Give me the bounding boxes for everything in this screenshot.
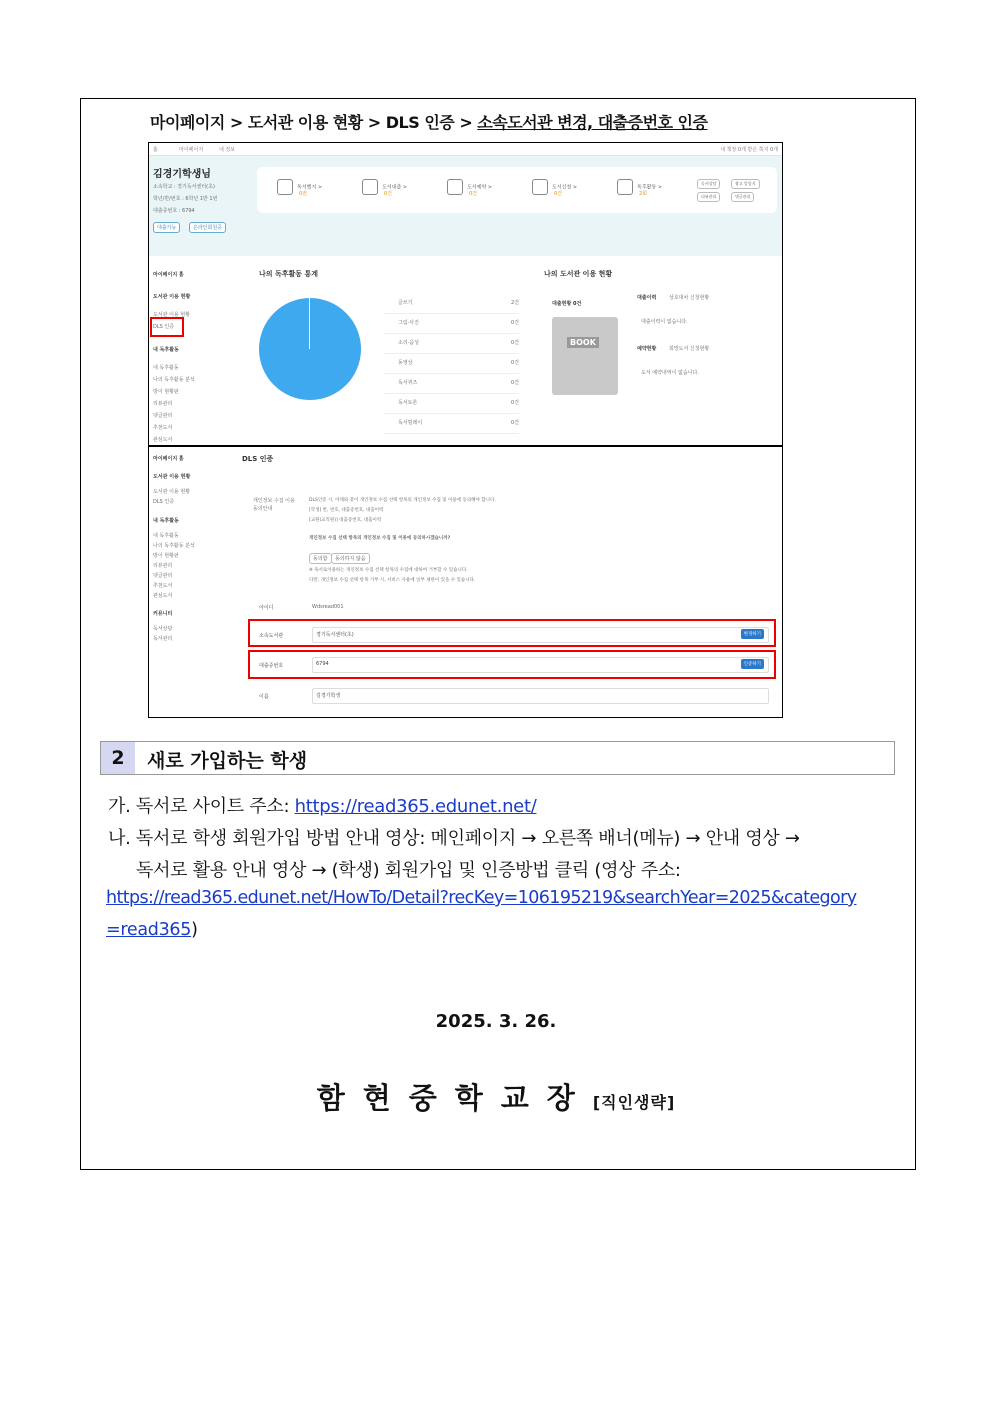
- reserve-none: 도서 예약내역이 없습니다.: [641, 370, 699, 376]
- quick-notice-button[interactable]: 광고 알림지: [731, 179, 760, 189]
- signature: [0, 1076, 992, 1117]
- lower-sidebar-item-dls[interactable]: DLS 인증: [153, 499, 175, 505]
- activity-row: 독서토론 0건: [384, 393, 519, 414]
- lower-sidebar-item[interactable]: 독서상담: [153, 626, 173, 632]
- highlight-dls-menu: [150, 317, 184, 337]
- field-library: 소속도서관 경기독서센터(초) 변경하기: [247, 623, 777, 647]
- item-ga: [108, 792, 536, 818]
- crumb-sep: >: [367, 113, 381, 132]
- highlight-card-row: [248, 650, 776, 679]
- crumb-mypage: 마이페이지: [150, 113, 225, 132]
- video-link-cont[interactable]: =read365: [106, 920, 192, 940]
- field-card-number: 대출증번호 6794 인증하기: [247, 653, 777, 677]
- consent-line: [학생] 반, 번호, 대출증번호, 대출이력: [309, 508, 384, 513]
- crumb-dls: DLS 인증: [385, 113, 455, 132]
- section-title: 새로 가입하는 학생: [147, 750, 308, 772]
- field-id: 아이디 Wdsread001: [259, 604, 344, 611]
- sidebar-home[interactable]: 마이페이지 홈: [153, 272, 184, 278]
- sidebar-item[interactable]: 관심도서: [153, 437, 173, 443]
- field-name: 이름 김경기학생: [247, 684, 777, 708]
- consent-line: [교원(교직원)] 대출증번호, 대출이력: [309, 518, 382, 523]
- stat-request[interactable]: 도서신청 > 0건: [532, 179, 577, 197]
- lower-sidebar-section-library[interactable]: 도서관 이용 현황: [153, 474, 191, 480]
- mypage-link[interactable]: 마이페이지: [179, 147, 204, 153]
- lower-sidebar-item[interactable]: 리뷰관리: [153, 563, 173, 569]
- clock-icon: [447, 179, 463, 195]
- lower-sidebar-item[interactable]: 관심도서: [153, 593, 173, 599]
- lower-sidebar-item[interactable]: 댓글관리: [153, 573, 173, 579]
- activity-pie-chart: [259, 298, 361, 400]
- consent-disagree-option[interactable]: 동의하지 않음: [331, 553, 370, 564]
- quick-review-button[interactable]: 리뷰관리: [697, 192, 720, 202]
- section-2-heading: [100, 741, 895, 775]
- video-link[interactable]: https://read365.edunet.net/HowTo/Detail?recKey=106195219&searchYear=2025&category: [106, 888, 857, 908]
- consent-agree-option[interactable]: 동의함: [309, 553, 332, 564]
- quick-comment-button[interactable]: 댓글관리: [731, 192, 754, 202]
- loan-history-tab[interactable]: 대출이력: [637, 295, 657, 301]
- close-paren: ): [191, 920, 198, 940]
- home-link[interactable]: 홈: [153, 147, 158, 153]
- principal-name: 함현중학교장: [316, 1081, 593, 1115]
- consent-note: 다만, 개인정보 수집 선택 항목 거부 시, 서비스 사용에 일부 제한이 있을 수 있습니다.: [309, 578, 476, 583]
- lower-sidebar-item[interactable]: 내 독후활동: [153, 533, 179, 539]
- consent-line: DLS인증 시, 아래와 같이 개인정보 수집 선택 항목의 개인정보 수집 및 이용에 동의해야 합니다.: [309, 498, 496, 503]
- loan-none: 대출이력이 없습니다.: [641, 319, 688, 325]
- breadcrumb: [150, 110, 707, 133]
- seal-omitted-note: [직인생략]: [592, 1093, 676, 1112]
- stat-loan[interactable]: 도서대출 > 0건: [362, 179, 407, 197]
- sidebar-item-dls[interactable]: DLS 인증: [153, 324, 175, 330]
- crumb-library-status: 도서관 이용 현황: [247, 113, 363, 132]
- sidebar-item[interactable]: 나의 독후활동 분석: [153, 377, 195, 383]
- mypage-screenshot: [148, 142, 783, 718]
- consent-note: ※ 독서로이용하는 개인정보 수집 선택 항목의 수집에 대하여 거부할 수 있습니다.: [309, 568, 468, 573]
- site-link[interactable]: https://read365.edunet.net/: [294, 796, 537, 817]
- name-input[interactable]: 김경기학생: [312, 688, 769, 704]
- loan-status: 대출현황 0건: [552, 301, 582, 307]
- sidebar-item-status[interactable]: 도서관 이용 현황: [153, 312, 190, 318]
- sidebar-item[interactable]: 리뷰관리: [153, 401, 173, 407]
- sidebar-item[interactable]: 추천도서: [153, 425, 173, 431]
- verify-card-button[interactable]: 인증하기: [741, 659, 764, 669]
- trophy-icon: [617, 179, 633, 195]
- stat-reserve[interactable]: 도서예약 > 0건: [447, 179, 492, 197]
- video-link-line1: [106, 888, 857, 908]
- activity-stats-title: 나의 독후활동 통계: [259, 270, 318, 278]
- item-na-line2: 독서로 활용 안내 영상 → (학생) 회원가입 및 인증방법 클릭 (영상 주소:: [136, 860, 681, 881]
- loan-available-pill[interactable]: 대출가능: [153, 222, 180, 233]
- item-na-line1: 나. 독서로 학생 회원가입 방법 안내 영상: 메인페이지 → 오른쪽 배너(메뉴) → 안내 영상 →: [108, 828, 800, 849]
- loan-history-sub[interactable]: 상호대차 신청현황: [669, 295, 710, 301]
- lower-sidebar-item[interactable]: 방이 현황판: [153, 553, 179, 559]
- reserve-tab[interactable]: 예약현황: [637, 346, 657, 352]
- consent-label: 개인정보 수집 이용 동의안내: [253, 498, 295, 512]
- section-number: 2: [101, 742, 135, 774]
- stat-read[interactable]: 독서했지 > 0권: [277, 179, 322, 197]
- sidebar-section-activity[interactable]: 내 독후활동: [153, 347, 179, 353]
- lower-sidebar-item[interactable]: 도서관 이용 현황: [153, 489, 190, 495]
- sidebar-item[interactable]: 방이 현황판: [153, 389, 179, 395]
- lower-sidebar-section-community[interactable]: 커뮤니티: [153, 611, 173, 617]
- video-link-line2: [106, 920, 198, 940]
- stats-box: [257, 167, 777, 213]
- crumb-change-library: 소속도서관 변경, 대출증번호 인증: [477, 113, 708, 132]
- card-number-input[interactable]: 6794 인증하기: [312, 657, 769, 673]
- crumb-sep: >: [459, 113, 473, 132]
- user-card-number: 대출증번호 : 6794: [153, 208, 195, 214]
- consent-question: 개인정보 수집 선택 항목의 개인정보 수집 및 이용에 동의하시겠습니까?: [309, 536, 451, 541]
- activity-row: 독서퀴즈 0건: [384, 373, 519, 394]
- lower-sidebar-item[interactable]: 추천도서: [153, 583, 173, 589]
- screenshot-divider: [149, 445, 782, 447]
- book-icon: [277, 179, 293, 195]
- book-label: BOOK: [567, 337, 599, 348]
- quick-consult-button[interactable]: 독서상담: [697, 179, 720, 189]
- loan-icon: [362, 179, 378, 195]
- activity-row: 동영상 0건: [384, 353, 519, 374]
- activity-row: 소리·음성 0건: [384, 333, 519, 354]
- reserve-sub[interactable]: 희망도서 신청현황: [669, 346, 710, 352]
- lower-sidebar-section-activity[interactable]: 내 독후활동: [153, 518, 179, 524]
- stat-activity[interactable]: 독후활동 > 2회: [617, 179, 662, 197]
- activity-row: 글쓰기 2건: [384, 293, 519, 314]
- request-icon: [532, 179, 548, 195]
- item-ga-text: 가. 독서로 사이트 주소:: [108, 796, 295, 817]
- user-school: 소속학교 : 경기독서센터(초): [153, 184, 215, 190]
- activity-row: 독서릴레이 0건: [384, 413, 519, 434]
- change-library-button[interactable]: 변경하기: [741, 629, 764, 639]
- lower-sidebar-item[interactable]: 독서관리: [153, 636, 173, 642]
- sidebar-item[interactable]: 댓글관리: [153, 413, 173, 419]
- myinfo-link[interactable]: 내 정보: [219, 147, 236, 153]
- topbar-right[interactable]: 내 책장 0개 받은 쪽지 0개: [720, 147, 778, 153]
- book-placeholder: [552, 317, 618, 395]
- lower-sidebar-item[interactable]: 나의 독후활동 분석: [153, 543, 195, 549]
- sidebar-item[interactable]: 내 독후활동: [153, 365, 179, 371]
- screenshot-topbar: [149, 143, 782, 156]
- lower-sidebar-home[interactable]: 마이페이지 홈: [153, 456, 184, 462]
- crumb-sep: >: [229, 113, 243, 132]
- usage-title: 나의 도서관 이용 현황: [544, 270, 613, 278]
- user-name: 김경기학생님: [153, 169, 211, 180]
- sidebar-section-library[interactable]: 도서관 이용 현황: [153, 294, 191, 300]
- user-class: 학년/반/번호 : 6학년 1반 1번: [153, 196, 218, 202]
- dls-title: DLS 인증: [242, 455, 274, 463]
- online-card-pill[interactable]: 온라인회원증: [189, 222, 226, 233]
- library-input[interactable]: 경기독서센터(초) 변경하기: [312, 627, 769, 643]
- document-date: 2025. 3. 26.: [435, 1011, 557, 1032]
- highlight-library-row: [248, 619, 776, 647]
- activity-row: 그림·사진 0건: [384, 313, 519, 334]
